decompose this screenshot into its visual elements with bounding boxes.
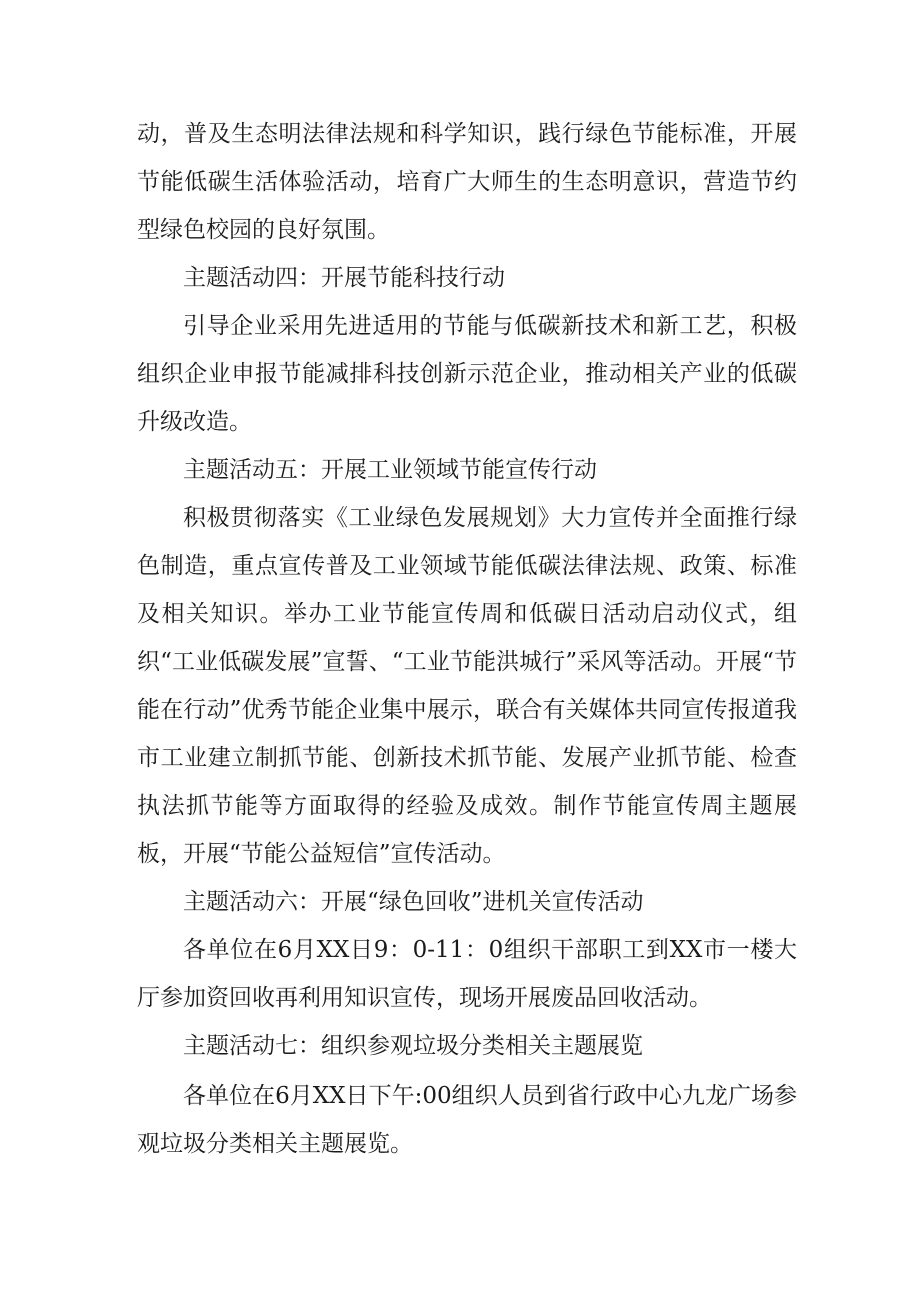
document-body (137, 110, 797, 1168)
heading-activity-6: 主题活动六：开展“绿色回收”进机关宣传活动 (183, 889, 644, 915)
paragraph-activity-5: 积极贯彻落实《工业绿色发展规划》大力宣传并全面推行绿色制造，重点宣传普及工业领域节能低碳法律法规、政策、标准及相关知识。举办工业节能宣传周和低碳日活动启动仪式，组织“工业低碳发展”宣誓、“工业节能洪城行”采风等活动。开展“节能在行动”优秀节能企业集中展示，联合有关媒体共同宣传报道我市工业建立制抓节能、创新技术抓节能、发展产业抓节能、检查执法抓节能等方面取得的经验及成效。制作节能宣传周主题展板，开展“节能公益短信”宣传活动。 (137, 505, 797, 867)
heading-activity-4: 主题活动四：开展节能科技行动 (183, 265, 505, 291)
paragraph-activity-4: 引导企业采用先进适用的节能与低碳新技术和新工艺，积极组织企业申报节能减排科技创新示范企业，推动相关产业的低碳升级改造。 (137, 313, 797, 435)
paragraph-continuation: 动，普及生态明法律法规和科学知识，践行绿色节能标准，开展节能低碳生活体验活动，培育广大师生的生态明意识，营造节约型绿色校园的良好氛围。 (137, 121, 797, 243)
paragraph-activity-7: 各单位在6月XX日下午:00组织人员到省行政中心九龙广场参观垃圾分类相关主题展览。 (137, 1083, 797, 1157)
paragraph-activity-6: 各单位在6月XX日9：0-11：0组织干部职工到XX市一楼大厅参加资回收再利用知识宣传，现场开展废品回收活动。 (137, 937, 797, 1011)
heading-activity-5: 主题活动五：开展工业领域节能宣传行动 (183, 457, 597, 483)
heading-activity-7: 主题活动七：组织参观垃圾分类相关主题展览 (183, 1033, 643, 1059)
